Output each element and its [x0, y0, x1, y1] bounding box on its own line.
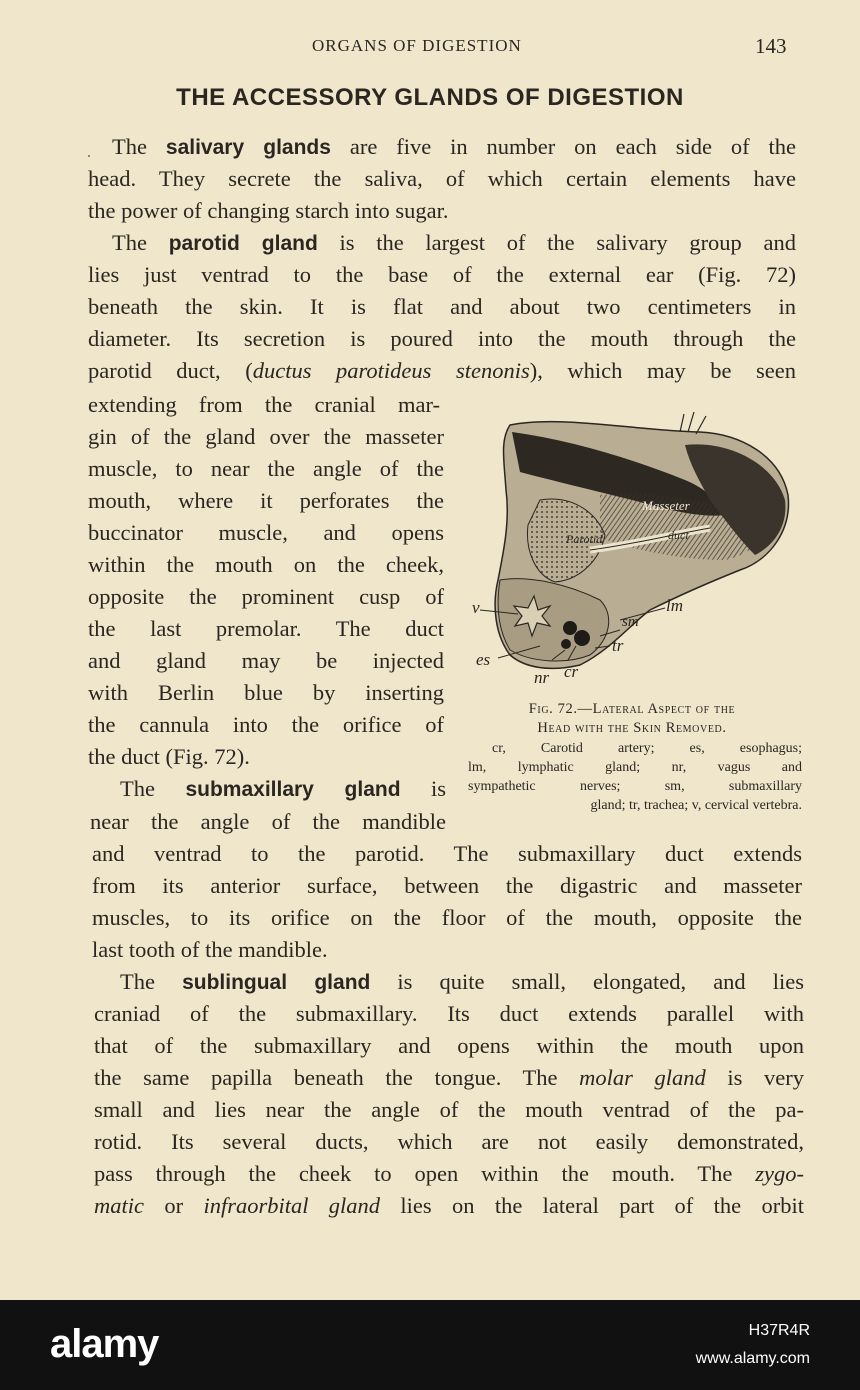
text-line: muscles, to its orifice on the floor of the mouth, opposite the: [92, 905, 802, 930]
text-line: The parotid gland is the largest of the salivary group and: [112, 230, 797, 255]
anatomical-illustration: [470, 410, 800, 695]
text-line: the power of changing starch into sugar.: [88, 198, 449, 223]
text-line: head. They secrete the saliva, of which certain elements have: [88, 166, 796, 191]
running-head: [0, 34, 860, 60]
term-parotid-gland: parotid gland: [168, 232, 318, 255]
text-line: matic or infraorbital gland lies on the lateral part of the orbit: [94, 1193, 804, 1218]
term-molar-gland: molar gland: [579, 1065, 706, 1090]
text-line: mouth, where it perforates the: [88, 488, 444, 513]
figure-72: [470, 410, 800, 695]
label-v: v: [472, 598, 480, 617]
text-line: The sublingual gland is quite small, elongated, and lies: [120, 969, 805, 994]
label-es: es: [476, 650, 491, 669]
term-ductus-parotideus: ductus parotideus stenonis: [252, 358, 530, 383]
text-line: pass through the cheek to open within the mouth. The zygo-: [94, 1161, 804, 1186]
text-line: extending from the cranial mar-: [88, 392, 440, 417]
text-line: near the angle of the mandible: [90, 809, 446, 834]
label-parotid: Parotid: [566, 532, 603, 546]
term-infraorbital-gland: infraorbital gland: [203, 1193, 381, 1218]
text-line: last tooth of the mandible.: [92, 937, 328, 962]
chapter-title: THE ACCESSORY GLANDS OF DIGESTION: [176, 84, 684, 111]
caption-legend-line: sympathetic nerves; sm, submaxillary: [468, 779, 802, 794]
text-line: rotid. Its several ducts, which are not easily demonstrated,: [94, 1129, 804, 1154]
text-line: the duct (Fig. 72).: [88, 744, 250, 769]
text-line: from its anterior surface, between the digastric and masseter: [92, 873, 802, 898]
text-line: and ventrad to the parotid. The submaxillary duct extends: [92, 841, 802, 866]
text-line: opposite the prominent cusp of: [88, 584, 444, 609]
text-line: lies just ventrad to the base of the external ear (Fig. 72): [88, 262, 796, 287]
text-line: the same papilla beneath the tongue. The molar gland is very: [94, 1065, 804, 1090]
caption-title-line-2: Head with the Skin Removed.: [537, 720, 727, 736]
label-lm: lm: [666, 596, 683, 615]
term-sublingual-gland: sublingual gland: [182, 971, 371, 994]
label-tr: tr: [612, 636, 624, 655]
term-salivary-glands: salivary glands: [165, 136, 331, 159]
text-line: and gland may be injected: [88, 648, 444, 673]
text-line: craniad of the submaxillary. Its duct extends parallel with: [94, 1001, 804, 1026]
figure-caption: [462, 700, 802, 815]
label-nr: nr: [534, 668, 550, 687]
caption-legend-line: cr, Carotid artery; es, esophagus;: [492, 741, 802, 756]
alamy-logo: alamy: [50, 1322, 159, 1366]
label-sm: sm: [622, 614, 639, 630]
text-line: The salivary glands are five in number on each side of the: [112, 134, 797, 159]
label-masseter: Masseter: [642, 498, 690, 513]
site-url: www.alamy.com: [695, 1350, 810, 1367]
text-line: the cannula into the orifice of: [88, 712, 444, 737]
margin-mark: ·: [86, 146, 92, 166]
text-line: diameter. Its secretion is poured into the mouth through the: [88, 326, 796, 351]
image-id: H37R4R: [748, 1322, 810, 1339]
watermark-bar: [0, 1300, 860, 1390]
running-head-title: ORGANS OF DIGESTION: [312, 36, 522, 55]
caption-legend-line: lm, lymphatic gland; nr, vagus and: [468, 760, 802, 775]
caption-title-line-1: Fig. 72.—Lateral Aspect of the: [528, 701, 736, 717]
text-line: the last premolar. The duct: [88, 616, 444, 641]
text-line: small and lies near the angle of the mouth ventrad of the pa-: [94, 1097, 804, 1122]
text-line: within the mouth on the cheek,: [88, 552, 444, 577]
text-line: muscle, to near the angle of the: [88, 456, 444, 481]
page-number: 143: [755, 34, 787, 58]
term-submaxillary-gland: submaxillary gland: [185, 778, 401, 801]
text-line: that of the submaxillary and opens within the mouth upon: [94, 1033, 804, 1058]
term-zygomatic: zygo-: [755, 1161, 804, 1186]
caption-legend-line: gland; tr, trachea; v, cervical vertebra.: [590, 798, 802, 813]
text-line: parotid duct, (ductus parotideus stenonis), which may be seen: [88, 358, 797, 383]
label-duct: duct: [668, 528, 689, 542]
text-line: The submaxillary gland is: [120, 776, 447, 801]
text-line: with Berlin blue by inserting: [88, 680, 444, 705]
label-cr: cr: [564, 662, 579, 681]
text-line: buccinator muscle, and opens: [88, 520, 444, 545]
text-line: gin of the gland over the masseter: [88, 424, 444, 449]
text-line: beneath the skin. It is flat and about two centimeters in: [88, 294, 796, 319]
